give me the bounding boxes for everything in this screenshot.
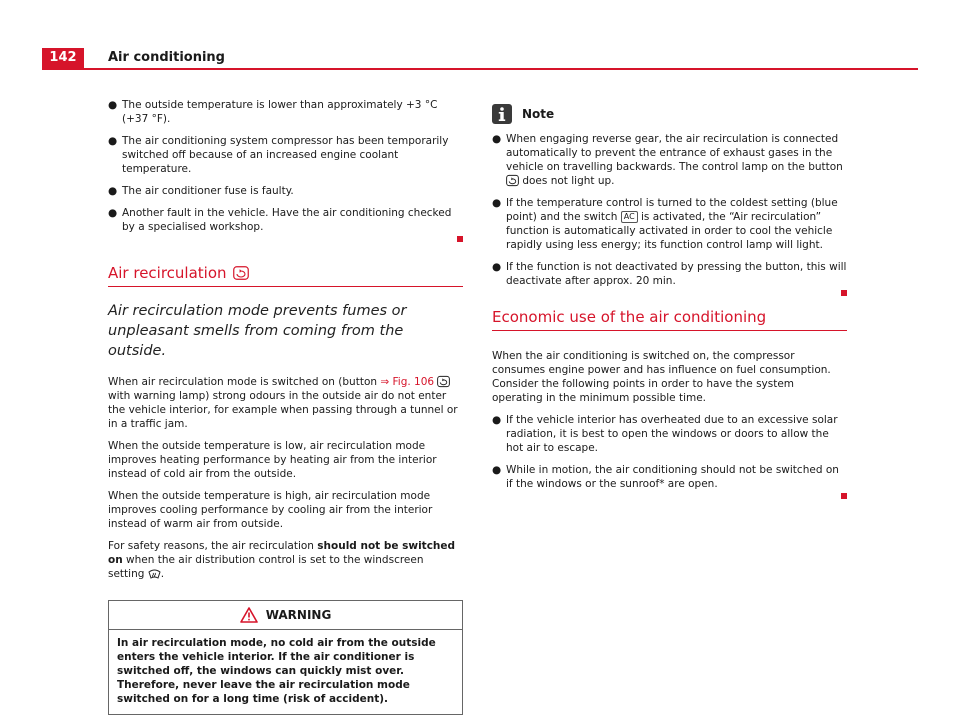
- bullet-icon: ●: [492, 261, 502, 273]
- ac-button-label: AC: [621, 211, 638, 223]
- bullet-icon: ●: [492, 197, 502, 209]
- page-title: Air conditioning: [108, 50, 225, 65]
- note-title: Note: [522, 107, 555, 121]
- list-item: ● The air conditioning system compressor has been temporarily switched off because of an increased engine coolant temperature.: [108, 135, 449, 175]
- paragraph: For safety reasons, the air recirculation should not be switched on when the air distribution control is set to the windscreen setting .: [108, 540, 456, 580]
- info-note-icon: [492, 104, 512, 124]
- list-item: ● While in motion, the air conditioning should not be switched on if the windows or the sunroof* are open.: [492, 464, 839, 490]
- paragraph: When air recirculation mode is switched on (button ⇒ Fig. 106 with warning lamp) strong odours in the outside air do not enter the vehicle interior, for example when passing through a tunnel or in a traffic jam.: [108, 376, 458, 430]
- section-heading-air-recirculation: Air recirculation: [108, 266, 463, 287]
- list-item: ● The air conditioner fuse is faulty.: [108, 185, 294, 197]
- bullet-icon: ●: [492, 133, 502, 145]
- air-recirculation-icon: [506, 174, 519, 187]
- warning-header: [109, 601, 462, 630]
- warning-title: WARNING: [265, 608, 332, 622]
- section-end-marker: [457, 236, 463, 242]
- left-column: [108, 98, 463, 715]
- list-item: ● When engaging reverse gear, the air recirculation is connected automatically to prevent the entrance of exhaust gases in the vehicle on travelling backwards. The control lamp on the button does not light up.: [492, 133, 843, 187]
- list-item: ● If the function is not deactivated by pressing the button, this will deactivate after approx. 20 min.: [492, 261, 847, 287]
- bullet-icon: ●: [108, 135, 118, 147]
- bullet-icon: ●: [108, 185, 118, 197]
- paragraph: When the outside temperature is low, air recirculation mode improves heating performance by heating air from the interior instead of cold air from the outside.: [108, 440, 437, 480]
- air-recirculation-icon: [233, 266, 249, 280]
- warning-box: [108, 600, 463, 715]
- bullet-icon: ●: [492, 414, 502, 426]
- list-item: ● If the temperature control is turned to the coldest setting (blue point) and the switch AC is activated, the “Air recirculation” function is automatically activated in order to cool the vehicle rapidly using less energy; its function control lamp will light.: [492, 197, 838, 251]
- warning-triangle-icon: [240, 607, 258, 623]
- section-end-marker: [841, 290, 847, 296]
- paragraph: When the outside temperature is high, air recirculation mode improves cooling performance by cooling air from the interior instead of warm air from outside.: [108, 490, 433, 530]
- header-divider: [42, 68, 918, 70]
- paragraph: When the air conditioning is switched on, the compressor consumes engine power and has influence on fuel consumption. Consider the following points in order to have the system operating in the minimum possible time.: [492, 350, 831, 404]
- bullet-icon: ●: [108, 207, 118, 219]
- bullet-icon: ●: [108, 99, 118, 111]
- note-header: [492, 104, 847, 124]
- air-recirculation-icon: [437, 375, 450, 388]
- section-heading-economic-use: Economic use of the air conditioning: [492, 310, 847, 331]
- list-item: ● Another fault in the vehicle. Have the air conditioning checked by a specialised workshop.: [108, 207, 452, 233]
- section-end-marker: [841, 493, 847, 499]
- figure-link[interactable]: ⇒ Fig. 106: [380, 376, 435, 388]
- windscreen-defrost-icon: [148, 569, 161, 582]
- list-item: ● The outside temperature is lower than approximately +3 °C (+37 °F).: [108, 99, 438, 125]
- bullet-icon: ●: [492, 464, 502, 476]
- warning-text: In air recirculation mode, no cold air from the outside enters the vehicle interior. If the air conditioner is switched off, the windows can quickly mist over. Therefore, never leave the air recirculation mode switched on for a long time (risk of accident).: [117, 637, 436, 705]
- page-number: 142: [42, 48, 84, 68]
- section-intro: Air recirculation mode prevents fumes or unpleasant smells from coming from the outside.: [108, 303, 407, 359]
- right-column: [492, 104, 847, 513]
- list-item: ● If the vehicle interior has overheated due to an excessive solar radiation, it is best to open the windows or doors to allow the hot air to escape.: [492, 414, 838, 454]
